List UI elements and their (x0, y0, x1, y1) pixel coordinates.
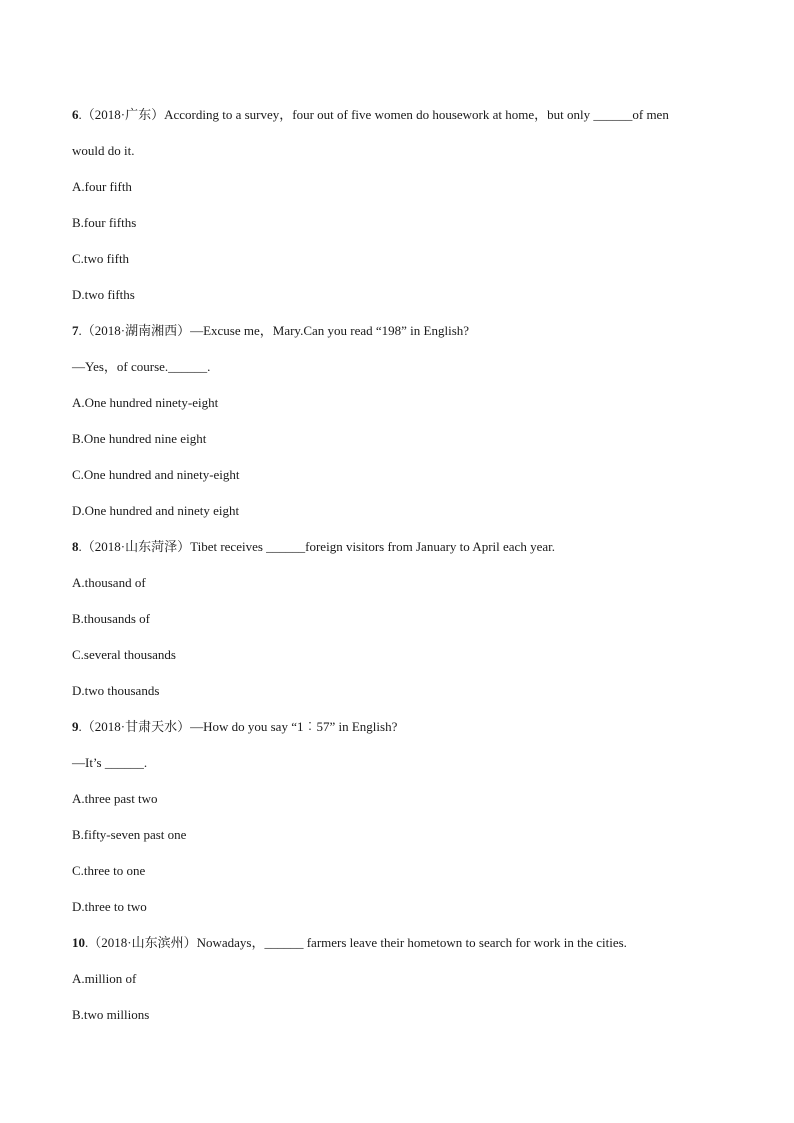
option-d: D.two fifths (72, 287, 135, 302)
question-7-reply: —Yes，of course.______. (72, 359, 211, 374)
question-9-stem (72, 718, 732, 736)
question-number: 9 (72, 719, 79, 734)
question-text: Tibet receives ______foreign visitors from January to April each year. (190, 539, 555, 554)
question-6-stem-continued: would do it. (72, 143, 135, 158)
option-c: C.One hundred and ninety-eight (72, 467, 240, 482)
option-b: B.two millions (72, 1007, 150, 1022)
question-source: .（2018·湖南湘西） (78, 323, 191, 338)
option-b: B.thousands of (72, 611, 150, 626)
option-c: C.two fifth (72, 251, 130, 266)
question-9-reply: —It’s ______. (72, 755, 148, 770)
question-text: —Excuse me，Mary.Can you read “198” in English? (190, 323, 470, 338)
question-source: .（2018·广东） (78, 107, 165, 122)
question-text: Nowadays，______ farmers leave their hometown to search for work in the cities. (196, 935, 627, 950)
option-d: D.three to two (72, 899, 147, 914)
option-a: A.One hundred ninety-eight (72, 395, 219, 410)
option-a: A.thousand of (72, 575, 146, 590)
option-a: A.four fifth (72, 179, 132, 194)
question-10-stem (72, 934, 732, 952)
option-c: C.three to one (72, 863, 146, 878)
question-number: 10 (72, 935, 85, 950)
option-d: D.One hundred and ninety eight (72, 503, 240, 518)
option-b: B.four fifths (72, 215, 137, 230)
question-8-stem (72, 538, 732, 556)
question-number: 7 (72, 323, 79, 338)
option-a: A.million of (72, 971, 137, 986)
question-6-stem (72, 106, 732, 124)
option-b: B.fifty-seven past one (72, 827, 187, 842)
question-number: 6 (72, 107, 79, 122)
question-7-stem (72, 322, 732, 340)
question-source: .（2018·甘肃天水） (78, 719, 191, 734)
option-d: D.two thousands (72, 683, 160, 698)
question-text: —How do you say “1︰57” in English? (190, 719, 398, 734)
option-b: B.One hundred nine eight (72, 431, 207, 446)
question-number: 8 (72, 539, 79, 554)
option-a: A.three past two (72, 791, 158, 806)
question-source: .（2018·山东滨州） (85, 935, 197, 950)
question-source: .（2018·山东菏泽） (78, 539, 191, 554)
question-text: According to a survey，four out of five women do housework at home，but only ______of men (164, 107, 669, 122)
option-c: C.several thousands (72, 647, 176, 662)
